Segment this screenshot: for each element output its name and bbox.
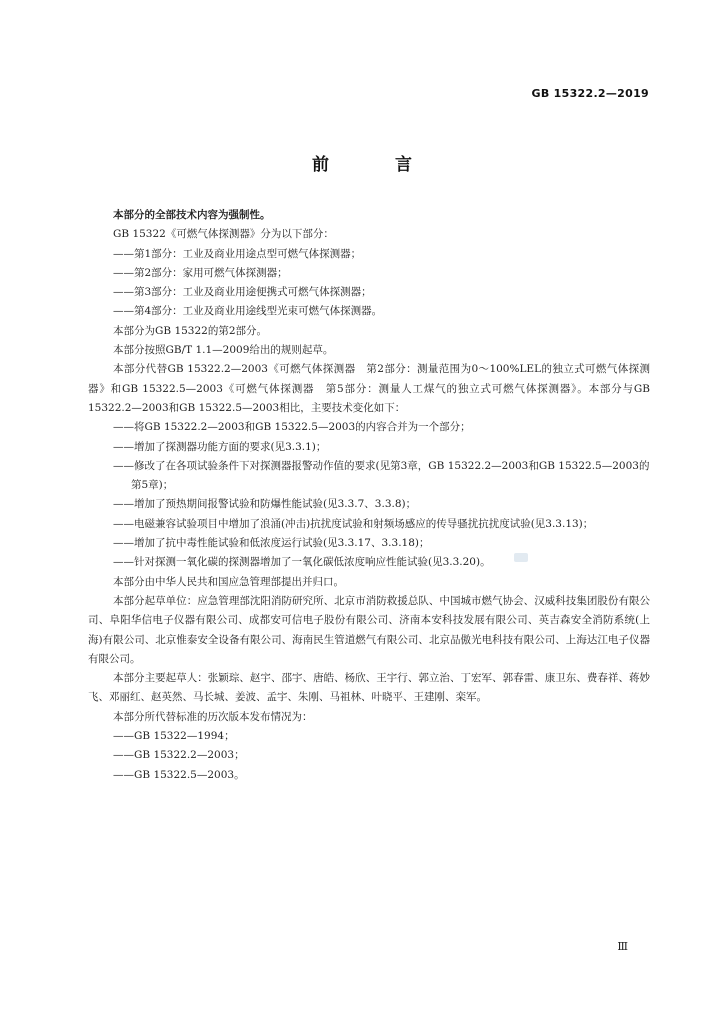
paragraph: 本部分主要起草人：张颖琮、赵宇、邵宇、唐皓、杨欣、王宇行、郭立治、丁宏军、郭春雷、康卫东、费春祥、蒋妙飞、邓丽红、赵英然、马长城、姜波、孟宇、朱刚、马祖林、叶晓平、王建刚、栾军。 [88,672,650,704]
list-item: ——修改了在各项试验条件下对探测器报警动作值的要求(见第3章，GB 15322.2—2003和GB 15322.5—2003的第5章)； [113,459,650,492]
paragraph: 本部分为GB 15322的第2部分。 [113,324,268,337]
standard-number: GB 15322.2—2019 [531,87,649,100]
paragraph: GB 15322《可燃气体探测器》分为以下部分： [113,228,334,241]
page-number: Ⅲ [617,940,628,953]
mandatory-statement: 本部分的全部技术内容为强制性。 [113,209,271,221]
list-item: ——增加了预热期间报警试验和防爆性能试验(见3.3.7、3.3.8)； [113,498,417,511]
list-item: ——GB 15322.2—2003； [113,749,245,762]
watermark-mark [514,553,528,562]
paragraph: 本部分按照GB/T 1.1—2009给出的规则起草。 [113,344,334,357]
list-item: ——针对探测一氧化碳的探测器增加了一氧化碳低浓度响应性能试验(见3.3.20)。 [113,556,491,569]
list-item: ——增加了抗中毒性能试验和低浓度运行试验(见3.3.17、3.3.18)； [113,537,430,550]
page-title: 前 言 [312,155,442,175]
foreword-body [88,206,650,785]
list-item: ——增加了探测器功能方面的要求(见3.3.1)； [113,440,327,453]
list-item: ——第1部分：工业及商业用途点型可燃气体探测器； [113,247,362,260]
list-item: ——将GB 15322.2—2003和GB 15322.5—2003的内容合并为一个部分； [113,421,471,434]
list-item: ——第4部分：工业及商业用途线型光束可燃气体探测器。 [113,305,383,318]
paragraph: 本部分由中华人民共和国应急管理部提出并归口。 [113,575,344,588]
paragraph: 本部分代替GB 15322.2—2003《可燃气体探测器 第2部分：测量范围为0～100%LEL的独立式可燃气体探测器》和GB 15322.5—2003《可燃气体探测器 第5部分：测量人工煤气的独立式可燃气体探测器》。本部分与GB 15322.2—2003和GB 15322.5—2003相比，主要技术变化如下： [88,363,650,414]
paragraph: 本部分起草单位：应急管理部沈阳消防研究所、北京市消防救援总队、中国城市燃气协会、汉威科技集团股份有限公司、阜阳华信电子仪器有限公司、成都安可信电子股份有限公司、济南本安科技发展有限公司、英吉森安全消防系统(上海)有限公司、北京惟泰安全设备有限公司、海南民生管道燃气有限公司、北京品傲光电科技有限公司、上海达江电子仪器有限公司。 [88,594,650,665]
list-item: ——电磁兼容试验项目中增加了浪涌(冲击)抗扰度试验和射频场感应的传导骚扰抗扰度试验(见3.3.13)； [113,517,594,530]
list-item: ——GB 15322—1994； [113,730,235,743]
list-item: ——第3部分：工业及商业用途便携式可燃气体探测器； [113,286,372,299]
list-item: ——GB 15322.5—2003。 [113,768,245,781]
list-item: ——第2部分：家用可燃气体探测器； [113,266,288,279]
paragraph: 本部分所代替标准的历次版本发布情况为： [113,710,313,723]
